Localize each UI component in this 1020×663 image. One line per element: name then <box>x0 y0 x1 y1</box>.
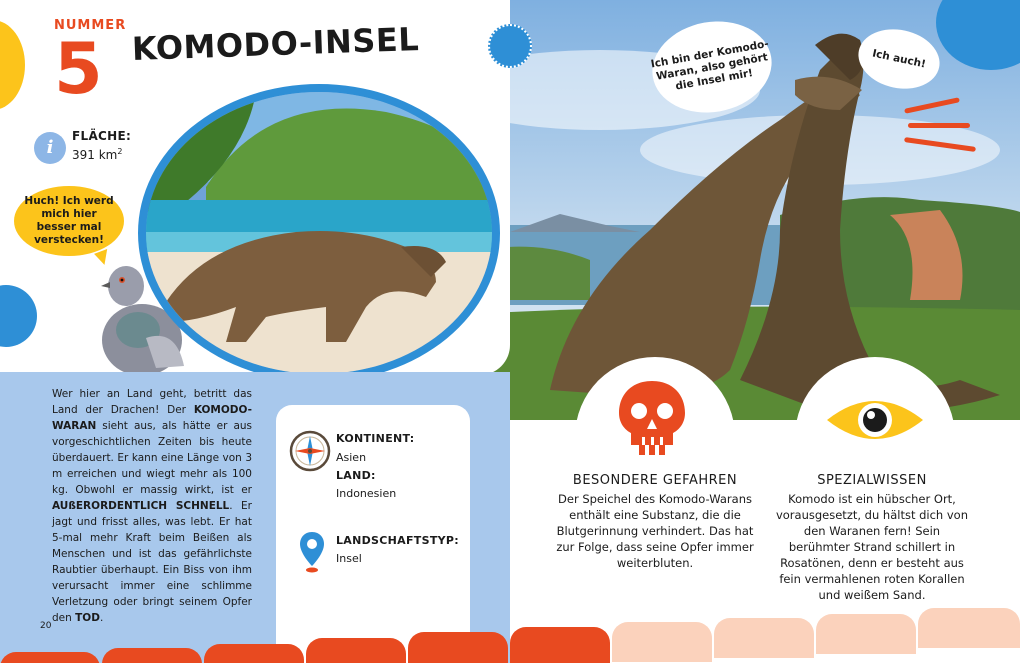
page-title: KOMODO-INSEL <box>131 19 420 68</box>
location-pin-icon <box>298 530 326 574</box>
beach-dragon-photo <box>138 84 500 382</box>
edge-tab <box>102 648 202 663</box>
skull-icon <box>617 379 687 457</box>
area-value <box>72 147 122 162</box>
info-icon: i <box>34 132 66 164</box>
edge-tab <box>918 608 1020 648</box>
country-value: Indonesien <box>336 487 397 500</box>
knowledge-title: SPEZIALWISSEN <box>817 473 927 488</box>
body-text-segment: . <box>99 612 104 624</box>
edge-tab <box>612 622 712 662</box>
body-text <box>52 386 252 626</box>
pigeon-speech-bubble: Huch! Ich werd mich hier besser mal verstecken! <box>14 186 124 256</box>
dragon-speech-bubble-left: Ich bin der Komodo-Waran, also gehört die Insel mir! <box>645 12 779 121</box>
body-text-highlight: AUßERORDENTLICH SCHNELL <box>52 500 230 512</box>
decorative-blue-circle <box>488 24 532 68</box>
eye-icon <box>825 392 925 448</box>
edge-tab <box>714 618 814 658</box>
area-unit-superscript: 2 <box>117 147 123 156</box>
landscape-value: Insel <box>336 552 362 565</box>
edge-tab <box>204 644 304 663</box>
dangers-title: BESONDERE GEFAHREN <box>572 473 738 488</box>
dangers-text: Der Speichel des Komodo-Warans enthält eine Substanz, die die Blutgerinnung verhindert. Das hat zur Folge, dass seine Opfer immer weiterbluten. <box>556 492 754 570</box>
number-label: NUMMER <box>54 18 127 33</box>
area-number: 391 km <box>72 148 118 162</box>
body-text-segment: Wer hier an Land geht, betritt das Land der Drachen! Der <box>52 388 252 416</box>
body-text-segment: . Er jagt und frisst alles, was lebt. Er hat 5-mal mehr Kraft beim Beißen als Menschen und ist das gefährlichste Raubtier überhaupt. Ein Biss von ihm verursacht immer eine schlimme Verletzung oder bringt seinem Opfer den <box>52 500 252 624</box>
continent-value: Asien <box>336 451 367 464</box>
country-label: LAND: <box>336 469 376 482</box>
dragon-speech-bubble-right: Ich auch! <box>853 22 945 96</box>
rank-number: 5 <box>54 28 103 110</box>
edge-tab <box>306 638 406 663</box>
page-number-left: 20 <box>40 621 52 631</box>
body-text-highlight: TOD <box>75 612 100 624</box>
continent-label: KONTINENT: <box>336 432 415 445</box>
edge-tab <box>0 652 100 663</box>
motion-line <box>908 123 970 128</box>
compass-icon <box>289 430 331 472</box>
body-text-highlight: KOMODO-WARAN <box>52 404 252 432</box>
area-label: FLÄCHE: <box>72 129 132 143</box>
edge-tab <box>816 614 916 654</box>
edge-tab <box>408 632 508 663</box>
knowledge-text: Komodo ist ein hübscher Ort, vorausgesetzt, du hältst dich von den Waranen fern! Sein berühmter Strand schillert in Rosatönen, denn er besteht aus fein vermahlenen roten Korallen und weißem Sand. <box>775 492 969 602</box>
landscape-label: LANDSCHAFTSTYP: <box>336 534 459 547</box>
edge-tab <box>510 627 610 663</box>
body-text-segment: sieht aus, als hätte er aus vorgeschichtlichen Zeiten bis heute überdauert. Er kann eine Länge von 3 m erreichen und wiegt mehr als 100 kg. Obwohl er massig wirkt, ist er <box>52 420 252 496</box>
